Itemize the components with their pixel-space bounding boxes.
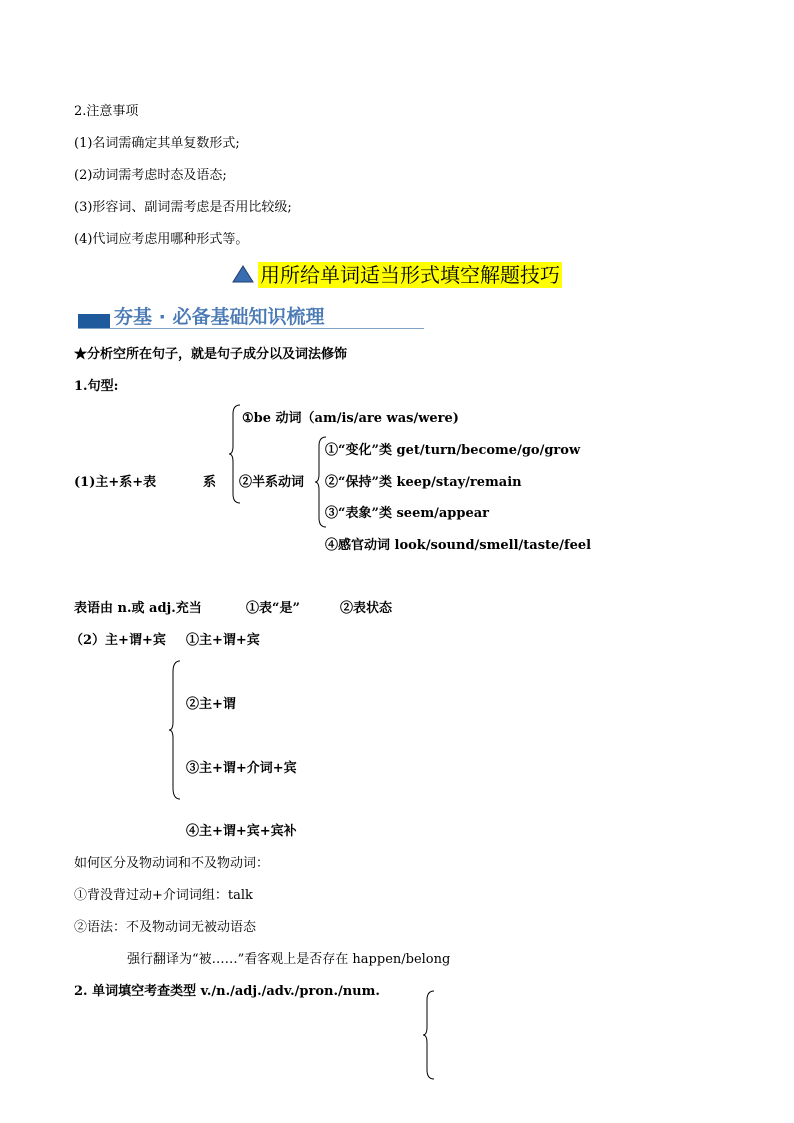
notes-title: 2.注意事项	[74, 104, 139, 119]
semi-link-item-4: ④感官动词 look/sound/smell/taste/feel	[325, 538, 592, 553]
section-title: 夯基 · 必备基础知识梳理	[114, 306, 325, 328]
semi-link-verb: ②半系动词	[239, 475, 305, 490]
semi-link-item-2: ②“保持”类 keep/stay/remain	[325, 475, 522, 490]
be-verb-item: ①be 动词（am/is/are was/were)	[242, 411, 459, 426]
predicative-opt-2: ②表状态	[340, 601, 393, 616]
predicative-opt-1: ①表“是”	[246, 601, 300, 616]
note-item-2: (2)动词需考虑时态及语态;	[74, 168, 227, 183]
types-line: 2. 单词填空考查类型 v./n./adj./adv./pron./num.	[74, 984, 380, 999]
main-heading-text: 用所给单词适当形式填空解题技巧	[260, 263, 560, 287]
sentence-type-label: 1.句型:	[74, 379, 119, 394]
brace-pattern2	[170, 660, 182, 800]
pattern2-item-2: ②主+谓	[186, 697, 236, 712]
intro-line: ★分析空所在句子，就是句子成分以及词法修饰	[74, 347, 348, 362]
pattern1-label: (1)主+系+表	[74, 475, 157, 490]
predicative-text: 表语由 n.或 adj.充当	[74, 601, 202, 616]
brace-types	[424, 990, 436, 1080]
pattern2-item-1: ①主+谓+宾	[186, 633, 260, 648]
pattern2-label: （2）主+谓+宾	[70, 633, 166, 648]
section-bar-decoration	[78, 314, 110, 328]
note-item-4: (4)代词应考虑用哪种形式等。	[74, 232, 249, 247]
triangle-icon	[232, 265, 254, 283]
note-item-1: (1)名词需确定其单复数形式;	[74, 136, 240, 151]
transitive-point-3: 强行翻译为“被……”看客观上是否存在 happen/belong	[127, 952, 451, 967]
transitive-point-1: ①背没背过动+介词词组：talk	[74, 888, 253, 903]
transitive-question: 如何区分及物动词和不及物动词：	[74, 856, 270, 871]
main-heading	[258, 262, 562, 288]
semi-link-item-1: ①“变化”类 get/turn/become/go/grow	[325, 443, 581, 458]
note-item-3: (3)形容词、副词需考虑是否用比较级;	[74, 200, 292, 215]
transitive-point-2: ②语法：不及物动词无被动语态	[74, 920, 257, 935]
semi-link-item-3: ③“表象”类 seem/appear	[325, 506, 489, 521]
pattern1-xi: 系	[203, 475, 217, 490]
pattern2-item-3: ③主+谓+介词+宾	[186, 761, 297, 776]
pattern2-item-4: ④主+谓+宾+宾补	[186, 824, 297, 839]
